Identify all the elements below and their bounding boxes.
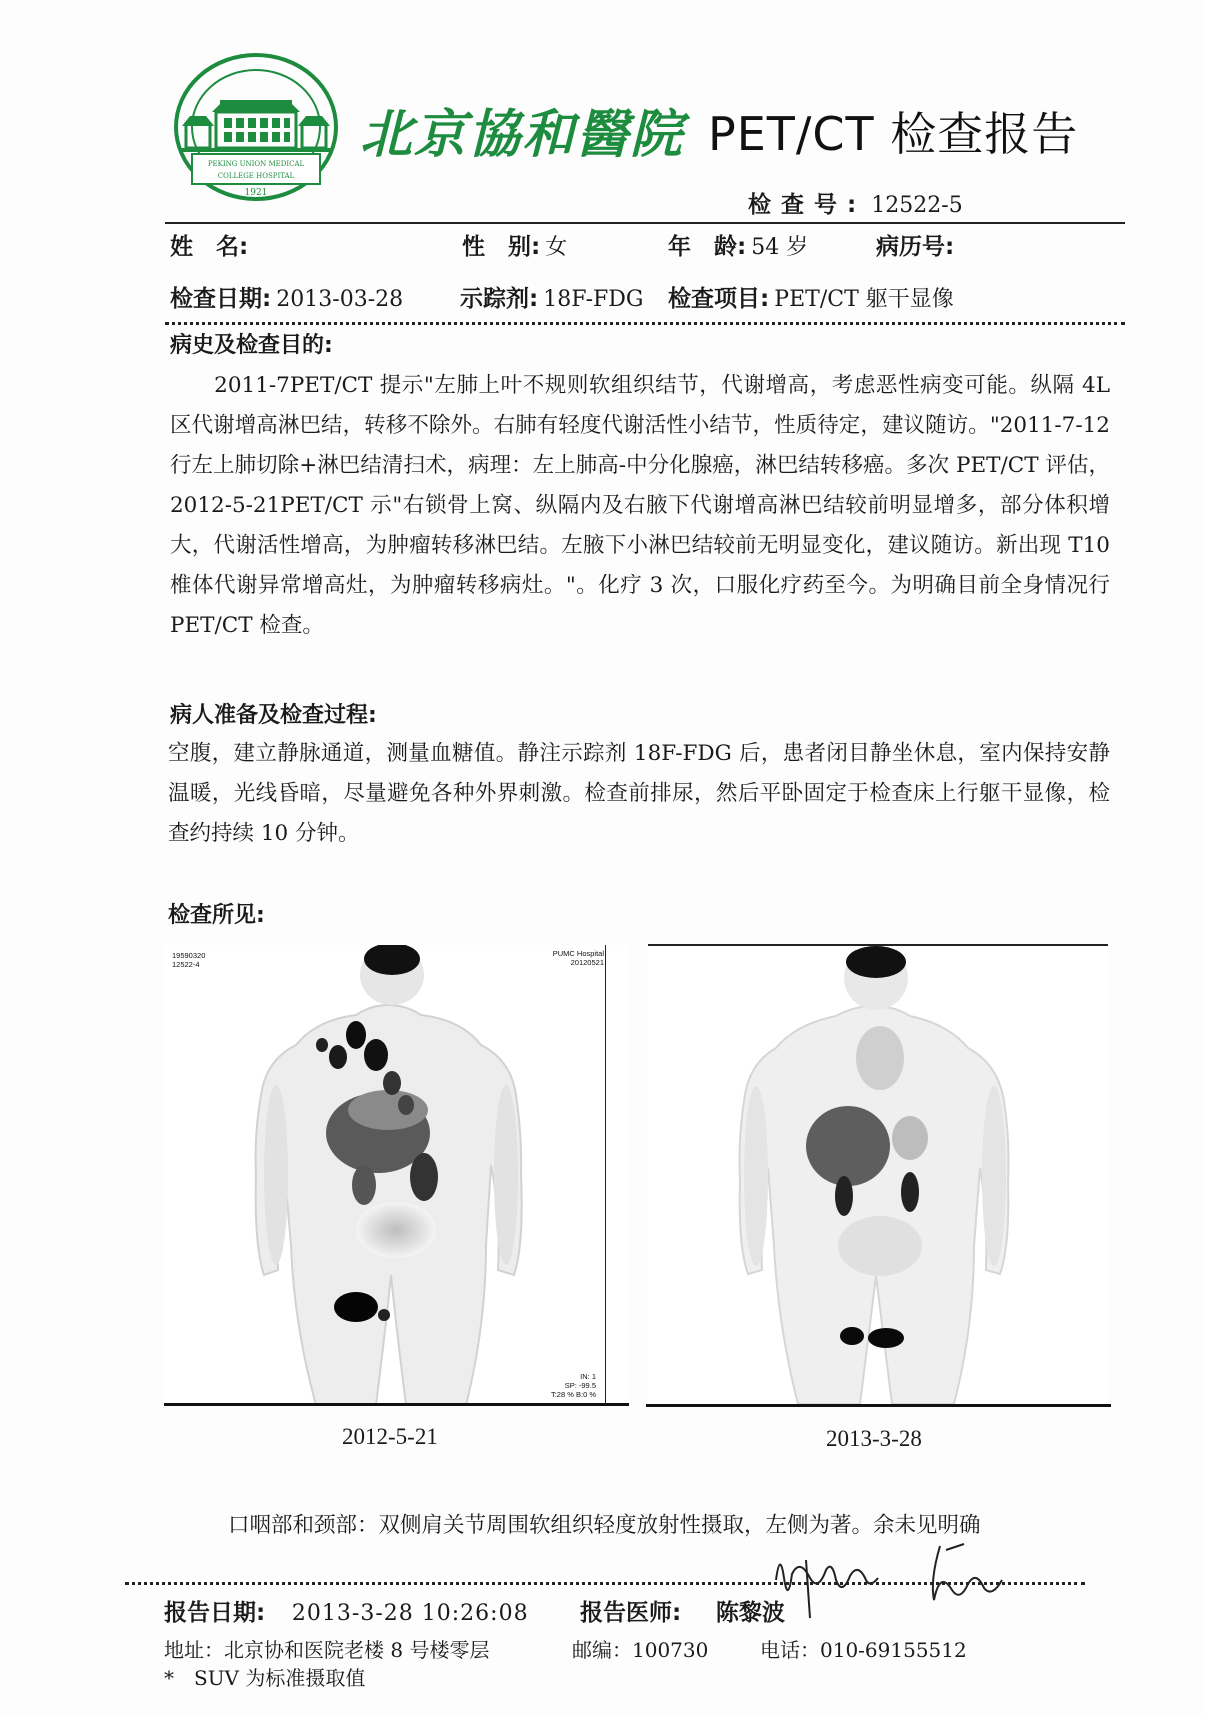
handwritten-signature xyxy=(770,1540,1020,1620)
report-title: PET/CT 检查报告 xyxy=(708,107,1079,161)
logo-text-en-1: PEKING UNION MEDICAL xyxy=(207,160,305,168)
pet-image-2012 xyxy=(166,945,626,1405)
report-date-label: 报告日期: xyxy=(164,1600,266,1626)
patient-age-field xyxy=(668,228,808,261)
patient-name-field xyxy=(170,228,248,261)
doctor-field xyxy=(580,1594,785,1627)
tracer-field xyxy=(460,280,643,313)
exam-date-value: 2013-03-28 xyxy=(276,287,404,312)
image-window-line-2: SP: -99.5 xyxy=(564,1381,596,1390)
exam-item-label: 检查项目: xyxy=(668,286,770,312)
patient-sex-label: 性 别: xyxy=(462,234,541,260)
image-window-line-1: IN: 1 xyxy=(580,1372,596,1381)
patient-sex-value: 女 xyxy=(545,235,568,260)
exam-item-field xyxy=(668,280,954,313)
image-window-line-3: T:28 % B:0 % xyxy=(550,1390,596,1399)
hospital-logo xyxy=(172,52,340,202)
patient-age-value: 54 岁 xyxy=(751,235,809,260)
pet-image-2013 xyxy=(648,946,1108,1404)
exam-date-label: 检查日期: xyxy=(170,286,272,312)
pet-image-2013-baseline xyxy=(646,1404,1111,1407)
logo-text-en-2: COLLEGE HOSPITAL xyxy=(217,172,295,180)
address: 地址：北京协和医院老楼 8 号楼零层 xyxy=(164,1638,490,1662)
history-text: 2011-7PET/CT 提示"左肺上叶不规则软组织结节，代谢增高，考虑恶性病变可能。纵隔 4L 区代谢增高淋巴结，转移不除外。右肺有轻度代谢活性小结节，性质待定，建议随访。"2011-7-12 行左上肺切除+淋巴结清扫术，病理：左上肺高-中分化腺癌，淋巴结转移癌。多次 PET/CT 评估，2012-5-21PET/CT 示"右锁骨上窝、纵隔内及右腋下代谢增高淋巴结较前明显增多，部分体积增大，代谢活性增高，为肿瘤转移淋巴结。左腋下小淋巴结较前无明显变化，建议随访。新出现 T10 椎体代谢异常增高灶，为肿瘤转移病灶。"。化疗 3 次，口服化疗药至今。为明确目前全身情况行 PET/CT 检查。 xyxy=(170,373,1110,638)
patient-sex-field xyxy=(462,228,567,261)
suv-note: * SUV 为标准摄取值 xyxy=(164,1666,366,1690)
image-hospital-block xyxy=(553,949,604,967)
info-divider xyxy=(165,322,1125,325)
findings-title: 检查所见: xyxy=(168,903,265,928)
exam-date-field xyxy=(170,280,403,313)
tracer-label: 示踪剂: xyxy=(460,286,539,312)
exam-number-label: 检查号 xyxy=(748,192,847,218)
pet-image-2012-date: 2012-5-21 xyxy=(342,1424,438,1449)
pet-image-2013-date: 2013-3-28 xyxy=(826,1426,922,1451)
exam-number-value: 12522-5 xyxy=(871,193,963,218)
report-date-field xyxy=(164,1594,529,1627)
image-id-line-1: 19590320 xyxy=(172,951,206,960)
phone: 电话：010-69155512 xyxy=(760,1638,967,1662)
image-id-line-2: 12522-4 xyxy=(172,960,200,969)
patient-name-label: 姓 名: xyxy=(170,234,249,260)
exam-item-value: PET/CT 躯干显像 xyxy=(774,287,954,312)
patient-age-label: 年 龄: xyxy=(668,234,747,260)
exam-number-row: 检查号: 12522-5 xyxy=(748,192,963,218)
image-hospital-line-2: 20120521 xyxy=(570,958,604,967)
image-id-block xyxy=(172,951,205,969)
record-number-label: 病历号: xyxy=(876,234,955,260)
procedure-text: 空腹，建立静脉通道，测量血糖值。静注示踪剂 18F-FDG 后，患者闭目静坐休息，室内保持安静温暖，光线昏暗，尽量避免各种外界刺激。检查前排尿，然后平卧固定于检查床上行躯干显像，检查约持续 10 分钟。 xyxy=(168,741,1110,846)
findings-text: 口咽部和颈部：双侧肩关节周围软组织轻度放射性摄取，左侧为著。余未见明确 xyxy=(228,1513,981,1538)
doctor-label: 报告医师: xyxy=(580,1600,682,1626)
image-window-block xyxy=(551,1372,596,1399)
hospital-name: 北京協和醫院 xyxy=(360,104,685,165)
logo-year: 1921 xyxy=(244,188,268,198)
header-divider xyxy=(165,222,1125,224)
procedure-title: 病人准备及检查过程: xyxy=(170,703,377,728)
postcode: 邮编：100730 xyxy=(572,1638,709,1662)
pet-image-2012-baseline xyxy=(164,1403,629,1406)
history-title: 病史及检查目的: xyxy=(170,333,333,358)
tracer-value: 18F-FDG xyxy=(543,287,644,312)
footer-divider xyxy=(125,1582,1085,1585)
image-hospital-line-1: PUMC Hospital xyxy=(552,949,604,958)
record-number-field xyxy=(876,228,954,261)
report-date-value: 2013-3-28 10:26:08 xyxy=(291,1601,529,1626)
doctor-name: 陈黎波 xyxy=(715,1600,785,1626)
